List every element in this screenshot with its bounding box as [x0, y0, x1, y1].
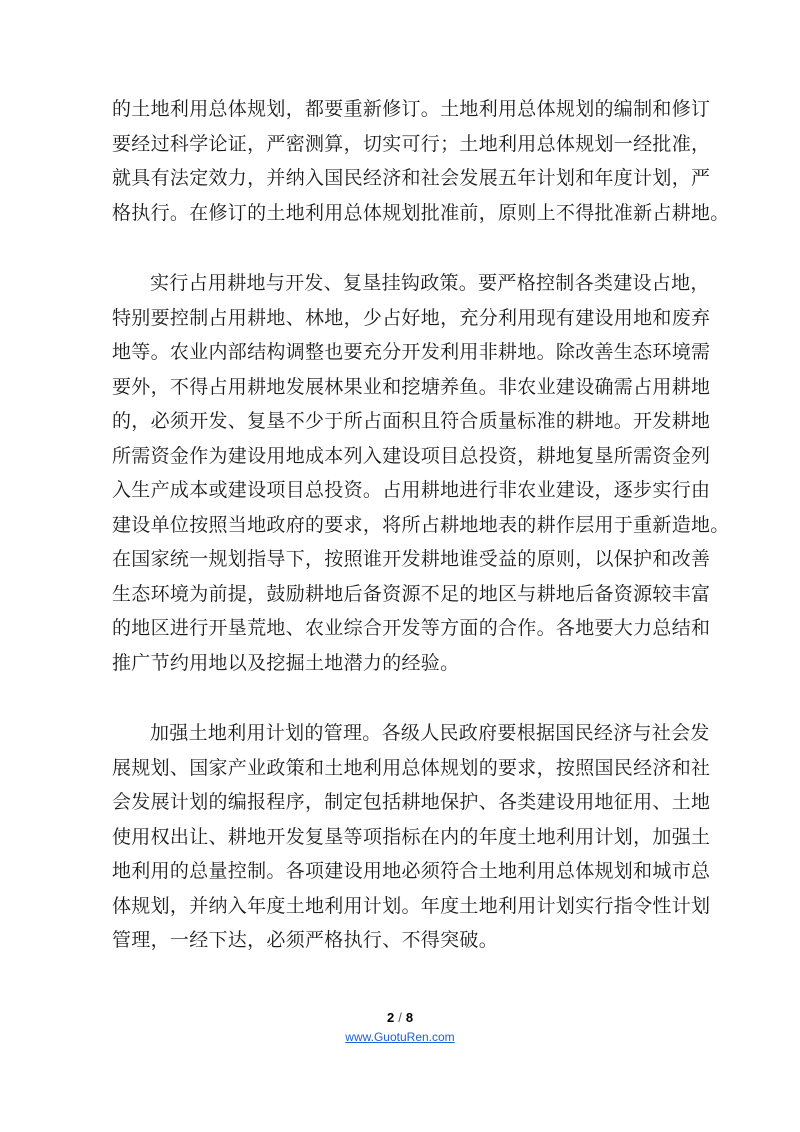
text-line: 地等。农业内部结构调整也要充分开发利用非耕地。除改善生态环境需 — [112, 341, 711, 363]
text-line: 在国家统一规划指导下，按照谁开发耕地谁受益的原则，以保护和改善 — [112, 548, 711, 570]
text-line: 展规划、国家产业政策和土地利用总体规划的要求，按照国民经济和社 — [112, 756, 711, 779]
page-separator: / — [398, 1010, 402, 1025]
text-line: 的，必须开发、复垦不少于所占面积且符合质量标准的耕地。开发耕地 — [112, 410, 711, 432]
text-line: 特别要控制占用耕地、林地，少占好地，充分利用现有建设用地和废弃 — [112, 306, 711, 329]
document-body — [112, 92, 730, 958]
text-line: 所需资金作为建设用地成本列入建设项目总投资，耕地复垦所需资金列 — [112, 444, 711, 467]
paragraph — [112, 266, 730, 680]
site-link[interactable]: www.GuotuRen.com — [345, 1030, 455, 1044]
page-number — [0, 1010, 800, 1025]
total-pages: 8 — [405, 1010, 414, 1025]
text-line: 的土地利用总体规划，都要重新修订。土地利用总体规划的编制和修订 — [112, 98, 711, 120]
text-line: 地利用的总量控制。各项建设用地必须符合土地利用总体规划和城市总 — [112, 860, 711, 882]
current-page: 2 — [386, 1010, 395, 1025]
text-line: 生态环境为前提，鼓励耕地后备资源不足的地区与耕地后备资源较丰富 — [112, 582, 711, 605]
text-line: 管理，一经下达，必须严格执行、不得突破。 — [112, 929, 499, 951]
text-line: 会发展计划的编报程序，制定包括耕地保护、各类建设用地征用、土地 — [112, 791, 711, 813]
text-line: 体规划，并纳入年度土地利用计划。年度土地利用计划实行指令性计划 — [112, 894, 711, 917]
text-line: 推广节约用地以及挖掘土地潜力的经验。 — [112, 651, 460, 674]
paragraph-spacer — [112, 680, 712, 716]
text-line: 格执行。在修订的土地利用总体规划批准前，原则上不得批准新占耕地。 — [112, 201, 730, 224]
text-line: 使用权出让、耕地开发复垦等项指标在内的年度土地利用计划，加强土 — [112, 825, 711, 848]
text-line: 实行占用耕地与开发、复垦挂钩政策。要严格控制各类建设占地， — [150, 272, 710, 294]
text-line: 要外，不得占用耕地发展林果业和挖塘养鱼。非农业建设确需占用耕地 — [112, 375, 711, 398]
text-line: 加强土地利用计划的管理。各级人民政府要根据国民经济与社会发 — [150, 722, 710, 744]
text-line: 的地区进行开垦荒地、农业综合开发等方面的合作。各地要大力总结和 — [112, 617, 711, 639]
paragraph — [112, 92, 730, 230]
text-line: 入生产成本或建设项目总投资。占用耕地进行非农业建设，逐步实行由 — [112, 479, 711, 501]
paragraph — [112, 716, 712, 958]
paragraph-spacer — [112, 230, 712, 266]
text-line: 就具有法定效力，并纳入国民经济和社会发展五年计划和年度计划，严 — [112, 167, 711, 189]
text-line: 要经过科学论证，严密测算，切实可行；土地利用总体规划一经批准， — [112, 132, 711, 155]
text-line: 建设单位按照当地政府的要求，将所占耕地地表的耕作层用于重新造地。 — [112, 513, 730, 536]
